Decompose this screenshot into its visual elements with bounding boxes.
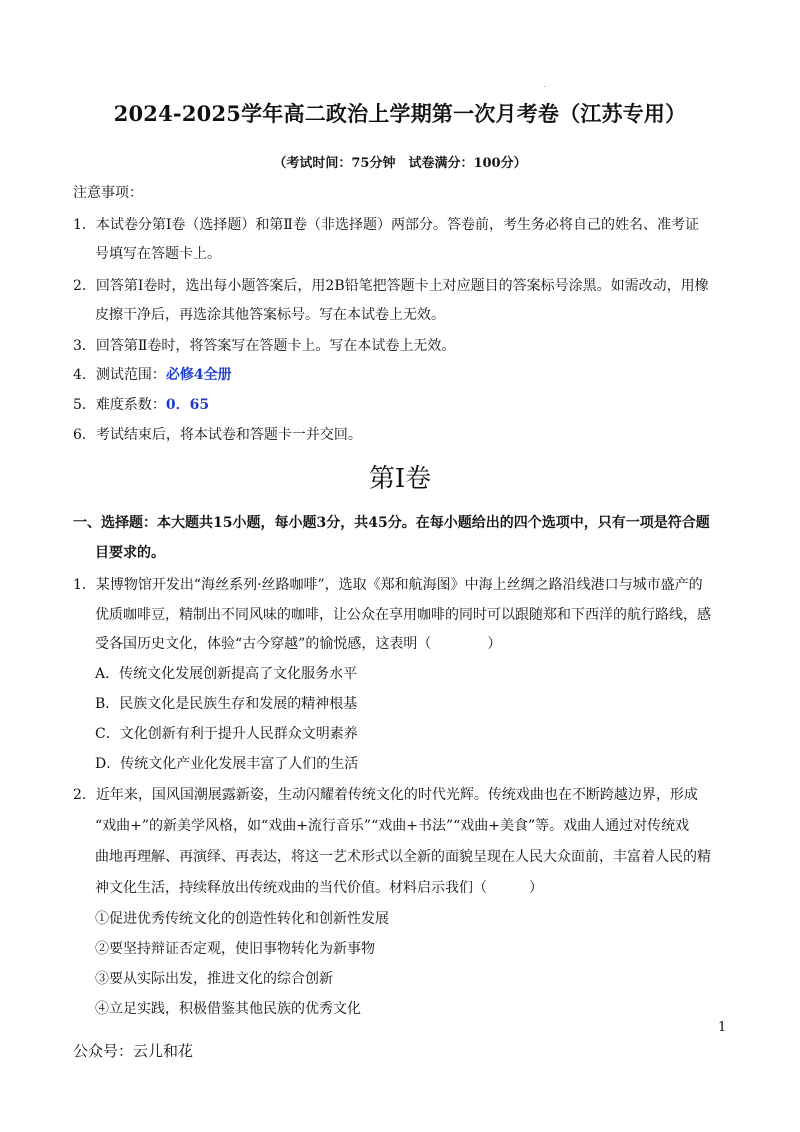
notice-item-4-label: 4．测试范围：	[73, 367, 166, 383]
exam-subtitle: （考试时间：75分钟 试卷满分：100分）	[273, 156, 527, 171]
notice-item-4	[73, 365, 232, 385]
q1-stem-line-3: 受各国历史文化，体验“古今穿越”的愉悦感，这表明（ ）	[95, 636, 502, 652]
q2-stem-line-1: 2．近年来，国风国潮展露新姿，生动闪耀着传统文化的时代光辉。传统戏曲也在不断跨越边界，形成	[73, 787, 698, 803]
q2-option-4: ④立足实践，积极借鉴其他民族的优秀文化	[95, 1001, 361, 1017]
section-heading-line-2: 目要求的。	[95, 545, 165, 561]
notice-heading: 注意事项：	[73, 185, 143, 201]
q1-stem-line-1: 1．某博物馆开发出“海丝系列·丝路咖啡”，选取《郑和航海图》中海上丝绸之路沿线港口与城市盛产的	[73, 577, 703, 593]
footer-account: 公众号：云儿和花	[73, 1042, 194, 1060]
section-heading-line-1: 一、选择题：本大题共15小题，每小题3分，共45分。在每小题给出的四个选项中，只有一项是符合题	[73, 515, 710, 531]
notice-item-1-line-2: 号填写在答题卡上。	[95, 246, 221, 262]
q1-option-d: D．传统文化产业化发展丰富了人们的生活	[95, 756, 359, 772]
notice-item-5	[73, 395, 209, 415]
q1-option-a: A．传统文化发展创新提高了文化服务水平	[95, 666, 358, 682]
q2-stem-line-4: 神文化生活，持续释放出传统戏曲的当代价值。材料启示我们（ ）	[95, 880, 543, 896]
q2-option-2: ②要坚持辩证否定观，使旧事物转化为新事物	[95, 941, 375, 957]
notice-item-5-label: 5．难度系数：	[73, 397, 166, 413]
notice-item-6: 6．考试结束后，将本试卷和答题卡一并交回。	[73, 427, 362, 443]
volume-title: 第Ⅰ卷	[368, 464, 432, 494]
scan-mark: .	[543, 80, 546, 89]
notice-item-1-line-1: 1．本试卷分第Ⅰ卷（选择题）和第Ⅱ卷（非选择题）两部分。答卷前，考生务必将自己的姓名、准考证	[73, 217, 699, 233]
q2-option-1: ①促进优秀传统文化的创造性转化和创新性发展	[95, 911, 389, 927]
test-scope-value: 必修4全册	[165, 367, 232, 383]
q1-option-b: B．民族文化是民族生存和发展的精神根基	[95, 696, 358, 712]
q2-stem-line-2: “戏曲+”的新美学风格，如“戏曲+流行音乐”“戏曲+书法”“戏曲+美食”等。戏曲人通过对传统戏	[95, 818, 690, 834]
notice-item-3: 3．回答第Ⅱ卷时，将答案写在答题卡上。写在本试卷上无效。	[73, 338, 456, 354]
difficulty-value: 0．65	[165, 397, 210, 413]
page-number: 1	[718, 1020, 727, 1035]
q1-option-c: C．文化创新有利于提升人民群众文明素养	[95, 726, 358, 742]
q2-stem-line-3: 曲地再理解、再演绎、再表达，将这一艺术形式以全新的面貌呈现在人民大众面前，丰富着人民的精	[95, 849, 711, 865]
notice-item-2-line-1: 2．回答第Ⅰ卷时，选出每小题答案后，用2B铅笔把答题卡上对应题目的答案标号涂黑。如需改动，用橡	[73, 278, 709, 294]
notice-item-2-line-2: 皮擦干净后，再选涂其他答案标号。写在本试卷上无效。	[95, 307, 445, 323]
exam-title: 2024-2025学年高二政治上学期第一次月考卷（江苏专用）	[113, 101, 687, 126]
q2-option-3: ③要从实际出发，推进文化的综合创新	[95, 971, 333, 987]
q1-stem-line-2: 优质咖啡豆，精制出不同风味的咖啡，让公众在享用咖啡的同时可以跟随郑和下西洋的航行路线，感	[95, 607, 711, 623]
